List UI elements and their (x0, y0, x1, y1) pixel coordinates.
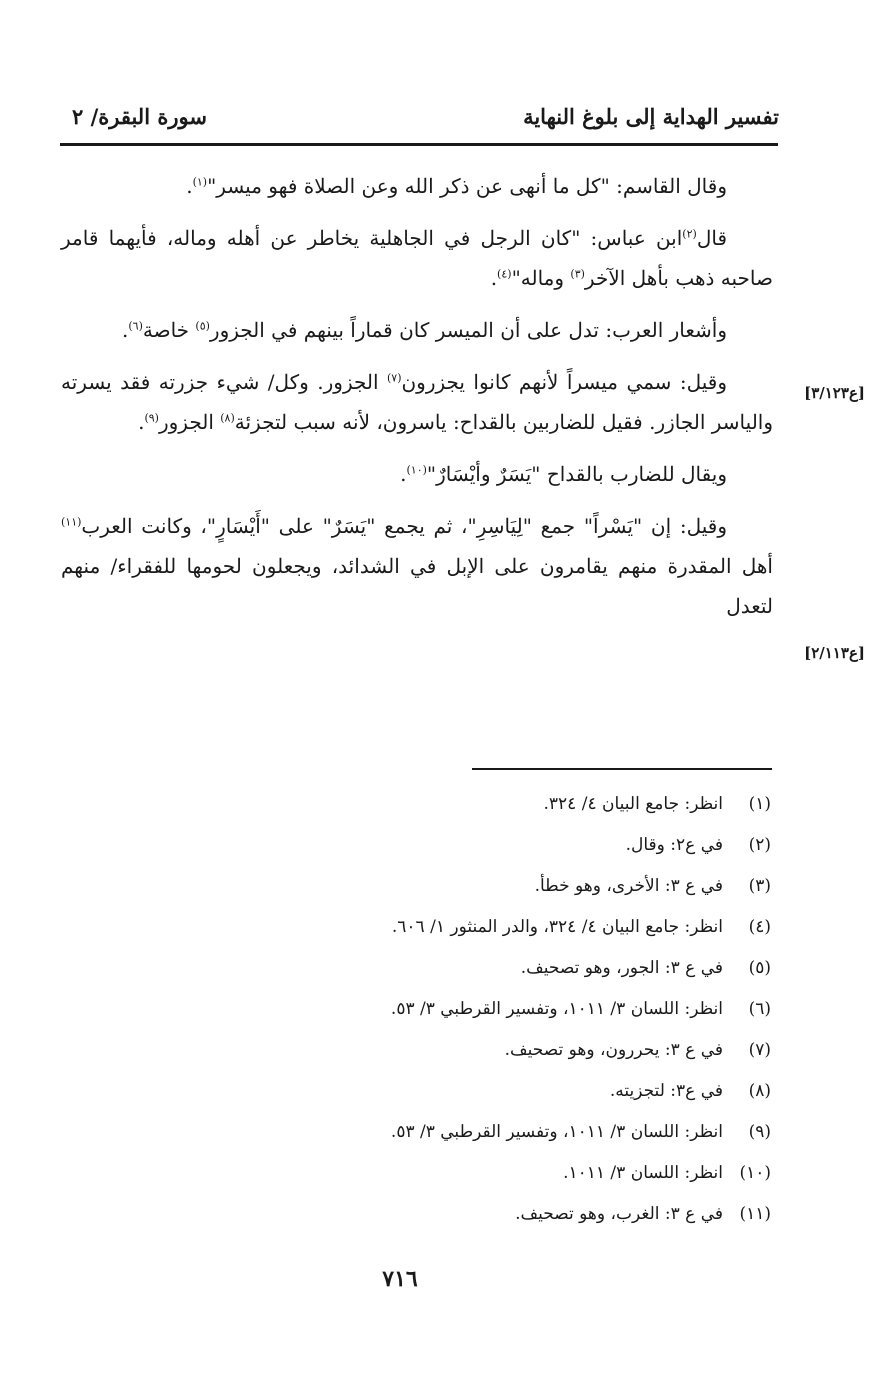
footnote-number: (٨) (748, 1081, 771, 1101)
paragraph-text: وقيل: سمي ميسراً لأنهم كانوا يجزرون (401, 370, 727, 394)
surah-label: سورة البقرة/ ٢ (72, 104, 207, 129)
paragraph-text: وماله" (511, 266, 571, 290)
paragraph-text: قال (696, 226, 727, 250)
footnote-list (131, 794, 771, 1245)
footnote-text: انظر: اللسان ٣/ ١٠١١، وتفسير القرطبي ٣/ ٥٣. (390, 999, 723, 1019)
footnote-item (131, 1122, 771, 1163)
paragraph-text: وقال القاسم: "كل ما أنهى عن ذكر الله وعن الصلاة فهو ميسر" (207, 174, 727, 198)
footnote-text: انظر: اللسان ٣/ ١٠١١. (563, 1163, 723, 1183)
footnote-number: (٥) (748, 958, 771, 978)
footnote-text: في ع ٣: الأخرى، وهو خطأ. (534, 876, 723, 896)
footnote-ref: (١١) (61, 515, 82, 529)
paragraph-tail: . (138, 410, 145, 434)
paragraph-text: أهل المقدرة منهم يقامرون على الإبل في الشدائد، ويجعلون لحومها للفقراء/ منهم لتعدل (61, 554, 773, 618)
footnote-number: (١١) (739, 1204, 771, 1224)
manuscript-marker: [ع٣/١٢٣] (804, 384, 865, 402)
footnote-number: (٦) (748, 999, 771, 1019)
header-divider (60, 143, 778, 146)
footnote-item (131, 917, 771, 958)
footnote-text: انظر: اللسان ٣/ ١٠١١، وتفسير القرطبي ٣/ ٥٣. (390, 1122, 723, 1142)
footnote-text: في ع٢: وقال. (625, 835, 723, 855)
paragraph-text: خاصة (142, 318, 196, 342)
footnote-ref: (٨) (220, 411, 235, 425)
footnote-ref: (٩) (144, 411, 159, 425)
footnote-text: في ع ٣: الجور، وهو تصحيف. (520, 958, 723, 978)
footnote-number: (١) (748, 794, 771, 814)
footnote-item (131, 876, 771, 917)
footnote-text: في ع ٣: يحررون، وهو تصحيف. (504, 1040, 723, 1060)
footnote-ref: (١٠) (406, 463, 427, 477)
footnote-item (131, 999, 771, 1040)
footnote-ref: (٦) (128, 319, 143, 333)
paragraph (61, 166, 773, 206)
footnote-number: (١٠) (739, 1163, 771, 1183)
paragraph (61, 218, 773, 298)
paragraph-text: وقيل: إن "يَسْراً" جمع "لِيَاسِرِ"، ثم يجمع "يَسَرٌ" على "أَيْسَارٍ"، وكانت العرب (81, 514, 727, 538)
footnote-item (131, 1163, 771, 1204)
paragraph-tail: . (121, 318, 129, 342)
manuscript-marker: [ع٢/١١٣] (804, 644, 865, 662)
footnote-divider (472, 768, 772, 770)
paragraph (61, 310, 773, 350)
page-number: ٧١٦ (382, 1266, 418, 1292)
book-title: تفسير الهداية إلى بلوغ النهاية (523, 104, 779, 129)
footnote-number: (٩) (748, 1122, 771, 1142)
footnote-item (131, 835, 771, 876)
footnote-text: انظر: جامع البيان ٤/ ٣٢٤، والدر المنثور ١/ ٦٠٦. (391, 917, 723, 937)
paragraph-text: وأشعار العرب: تدل على أن الميسر كان قماراً بينهم في الجزور (209, 318, 727, 342)
footnote-ref: (٧) (386, 371, 402, 385)
footnote-ref: (٥) (195, 319, 210, 333)
footnote-item (131, 1204, 771, 1245)
paragraph (61, 362, 773, 442)
paragraph-tail: . (490, 266, 498, 290)
footnote-ref: (٢) (682, 227, 697, 241)
footnote-ref: (٣) (570, 267, 585, 281)
footnote-number: (٧) (748, 1040, 771, 1060)
paragraph-text: الجزور (158, 410, 221, 434)
footnote-number: (٢) (748, 835, 771, 855)
paragraph (61, 454, 773, 494)
footnote-item (131, 794, 771, 835)
footnote-ref: (١) (192, 175, 208, 189)
footnote-number: (٤) (748, 917, 771, 937)
footnote-item (131, 1040, 771, 1081)
footnote-text: في ع٣: لتجزيته. (609, 1081, 723, 1101)
footnote-ref: (٤) (497, 267, 512, 281)
paragraph-tail: . (400, 462, 407, 486)
paragraph-text: ويقال للضارب بالقداح "يَسَرٌ وأيْسَارٌ" (426, 462, 727, 486)
main-text (61, 166, 773, 638)
footnote-number: (٣) (748, 876, 771, 896)
paragraph-text: الجزور. وكل/ شيء جزرته فقد يسرته والياسر الجازر. فقيل للضاربين بالقداح: ياسرون، لأنه سبب لتجزئة (61, 370, 773, 434)
paragraph (61, 506, 773, 626)
paragraph-tail: . (186, 174, 193, 198)
paragraph-text: ابن عباس: "كان الرجل في الجاهلية يخاطر عن أهله وماله، فأيهما قامر صاحبه ذهب بأهل الآخر (61, 226, 773, 290)
footnote-text: انظر: جامع البيان ٤/ ٣٢٤. (543, 794, 723, 814)
footnote-text: في ع ٣: الغرب، وهو تصحيف. (515, 1204, 723, 1224)
footnote-item (131, 958, 771, 999)
footnote-item (131, 1081, 771, 1122)
